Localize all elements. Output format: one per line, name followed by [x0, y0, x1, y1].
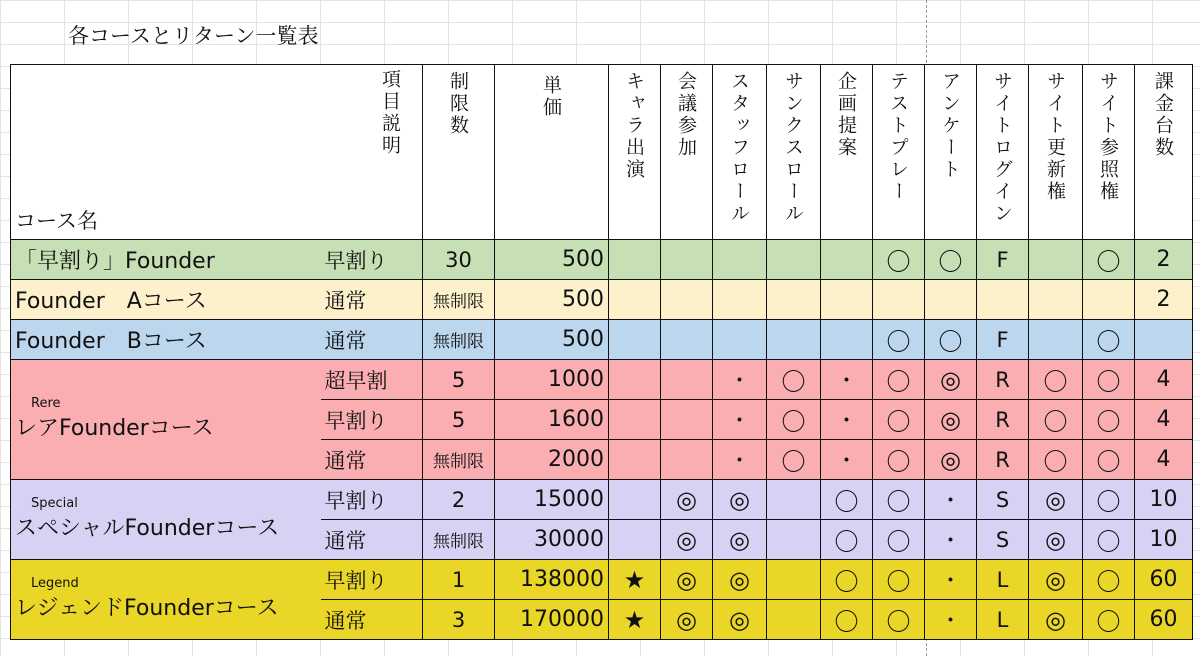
return-mark-cell: ◎ — [925, 360, 977, 400]
return-mark-cell: ・ — [821, 360, 873, 400]
table-row — [11, 480, 1193, 520]
header-return-2: スタッフロール — [713, 65, 767, 240]
header-return-8: サイト更新権 — [1029, 65, 1083, 240]
header-return-5: テストプレー — [873, 65, 925, 240]
return-mark-cell: L — [977, 560, 1029, 600]
return-mark-cell — [821, 240, 873, 280]
price-cell: 15000 — [495, 480, 609, 520]
return-mark-cell — [609, 280, 661, 320]
plan-cell: 通常 — [321, 520, 423, 560]
table-row — [11, 360, 1193, 400]
return-mark-cell: ◎ — [713, 520, 767, 560]
return-mark-cell: ・ — [821, 400, 873, 440]
return-mark-cell: ◎ — [661, 600, 713, 640]
limit-cell: 無制限 — [423, 320, 495, 360]
return-mark-cell — [1083, 280, 1135, 320]
return-mark-cell: ◎ — [1029, 480, 1083, 520]
return-mark-cell — [609, 520, 661, 560]
header-units: 課金台数 — [1135, 65, 1193, 240]
course-subtitle: Legend — [31, 576, 79, 591]
course-name-cell — [11, 280, 321, 320]
return-mark-cell: ◎ — [713, 600, 767, 640]
return-table — [10, 64, 1193, 640]
header-return-4: 企画提案 — [821, 65, 873, 240]
return-mark-cell: ◎ — [713, 480, 767, 520]
header-return-0: キャラ出演 — [609, 65, 661, 240]
limit-cell: 30 — [423, 240, 495, 280]
plan-cell: 早割り — [321, 480, 423, 520]
plan-cell: 早割り — [321, 560, 423, 600]
return-mark-cell: 〇 — [925, 320, 977, 360]
header-return-1: 会議参加 — [661, 65, 713, 240]
return-mark-cell — [661, 400, 713, 440]
return-mark-cell: 〇 — [767, 360, 821, 400]
table-row — [11, 560, 1193, 600]
return-mark-cell — [821, 320, 873, 360]
return-mark-cell: 〇 — [767, 400, 821, 440]
limit-cell: 無制限 — [423, 440, 495, 480]
course-name: スペシャルFounderコース — [15, 516, 280, 541]
return-mark-cell: R — [977, 360, 1029, 400]
return-mark-cell — [661, 280, 713, 320]
sheet-title: 各コースとリターン一覧表 — [68, 24, 319, 48]
return-mark-cell — [713, 320, 767, 360]
return-mark-cell: 〇 — [821, 480, 873, 520]
return-mark-cell: 〇 — [925, 240, 977, 280]
return-mark-cell: ・ — [713, 400, 767, 440]
return-mark-cell: 〇 — [873, 480, 925, 520]
return-mark-cell: 〇 — [767, 440, 821, 480]
return-mark-cell: ・ — [713, 360, 767, 400]
course-name: レアFounderコース — [15, 416, 214, 441]
return-mark-cell — [767, 320, 821, 360]
limit-cell: 5 — [423, 360, 495, 400]
return-mark-cell: 〇 — [1083, 240, 1135, 280]
plan-cell: 超早割 — [321, 360, 423, 400]
return-mark-cell — [661, 320, 713, 360]
price-cell: 500 — [495, 320, 609, 360]
limit-cell: 3 — [423, 600, 495, 640]
return-mark-cell — [977, 280, 1029, 320]
return-mark-cell: S — [977, 480, 1029, 520]
return-mark-cell — [767, 280, 821, 320]
header-limit: 制限数 — [423, 65, 495, 240]
return-mark-cell: ・ — [925, 600, 977, 640]
units-cell: 4 — [1135, 440, 1193, 480]
units-cell: 4 — [1135, 400, 1193, 440]
return-mark-cell: 〇 — [1083, 560, 1135, 600]
return-mark-cell — [661, 440, 713, 480]
return-mark-cell: L — [977, 600, 1029, 640]
course-subtitle: Rere — [31, 396, 61, 411]
price-cell: 170000 — [495, 600, 609, 640]
return-mark-cell — [609, 360, 661, 400]
plan-cell: 早割り — [321, 400, 423, 440]
return-mark-cell: ★ — [609, 600, 661, 640]
units-cell: 4 — [1135, 360, 1193, 400]
course-name-cell — [11, 480, 321, 560]
return-mark-cell: ・ — [925, 560, 977, 600]
price-cell: 1000 — [495, 360, 609, 400]
return-mark-cell: 〇 — [1029, 400, 1083, 440]
return-mark-cell: 〇 — [873, 440, 925, 480]
return-mark-cell: ◎ — [661, 560, 713, 600]
plan-cell: 通常 — [321, 280, 423, 320]
course-name: Founder Bコース — [15, 329, 207, 354]
return-mark-cell: ◎ — [661, 520, 713, 560]
header-return-9: サイト参照権 — [1083, 65, 1135, 240]
return-mark-cell: ◎ — [925, 400, 977, 440]
return-mark-cell: ◎ — [1029, 520, 1083, 560]
price-cell: 2000 — [495, 440, 609, 480]
return-mark-cell: 〇 — [1083, 360, 1135, 400]
header-price: 単価 — [495, 65, 609, 240]
return-mark-cell: 〇 — [1083, 400, 1135, 440]
return-mark-cell — [609, 240, 661, 280]
return-mark-cell: ・ — [925, 480, 977, 520]
header-return-3: サンクスロール — [767, 65, 821, 240]
return-mark-cell: ・ — [713, 440, 767, 480]
return-mark-cell — [609, 320, 661, 360]
course-subtitle: Special — [31, 496, 78, 511]
return-mark-cell: 〇 — [1083, 520, 1135, 560]
return-mark-cell — [713, 280, 767, 320]
limit-cell: 5 — [423, 400, 495, 440]
units-cell: 60 — [1135, 600, 1193, 640]
return-mark-cell: ★ — [609, 560, 661, 600]
return-mark-cell: ◎ — [713, 560, 767, 600]
table-row — [11, 320, 1193, 360]
return-mark-cell: 〇 — [821, 520, 873, 560]
return-mark-cell: F — [977, 240, 1029, 280]
return-mark-cell — [873, 280, 925, 320]
limit-cell: 無制限 — [423, 280, 495, 320]
return-mark-cell: 〇 — [873, 240, 925, 280]
course-name: Founder Aコース — [15, 289, 207, 314]
return-mark-cell: 〇 — [821, 560, 873, 600]
return-mark-cell — [1029, 280, 1083, 320]
units-cell: 60 — [1135, 560, 1193, 600]
limit-cell: 1 — [423, 560, 495, 600]
return-mark-cell — [821, 280, 873, 320]
course-name: レジェンドFounderコース — [15, 596, 279, 621]
price-cell: 500 — [495, 280, 609, 320]
return-mark-cell: 〇 — [1083, 320, 1135, 360]
return-mark-cell: 〇 — [1083, 600, 1135, 640]
limit-cell: 無制限 — [423, 520, 495, 560]
plan-cell: 通常 — [321, 600, 423, 640]
return-mark-cell: ◎ — [925, 440, 977, 480]
header-return-6: アンケート — [925, 65, 977, 240]
return-mark-cell: 〇 — [873, 560, 925, 600]
limit-cell: 2 — [423, 480, 495, 520]
return-mark-cell — [661, 360, 713, 400]
return-mark-cell — [767, 600, 821, 640]
return-mark-cell: F — [977, 320, 1029, 360]
return-mark-cell: ◎ — [661, 480, 713, 520]
plan-cell: 通常 — [321, 320, 423, 360]
return-mark-cell: 〇 — [873, 360, 925, 400]
course-name-cell — [11, 360, 321, 480]
units-cell: 10 — [1135, 480, 1193, 520]
return-mark-cell: 〇 — [1083, 440, 1135, 480]
units-cell: 2 — [1135, 280, 1193, 320]
units-cell — [1135, 320, 1193, 360]
course-name-cell — [11, 320, 321, 360]
return-mark-cell: 〇 — [873, 600, 925, 640]
table-row — [11, 280, 1193, 320]
return-mark-cell — [767, 240, 821, 280]
plan-cell: 早割り — [321, 240, 423, 280]
units-cell: 10 — [1135, 520, 1193, 560]
return-mark-cell: 〇 — [1083, 480, 1135, 520]
return-mark-cell: 〇 — [1029, 440, 1083, 480]
return-mark-cell: ◎ — [1029, 600, 1083, 640]
return-mark-cell — [767, 520, 821, 560]
price-cell: 30000 — [495, 520, 609, 560]
return-mark-cell: R — [977, 440, 1029, 480]
table-row — [11, 240, 1193, 280]
price-cell: 500 — [495, 240, 609, 280]
return-mark-cell: 〇 — [873, 400, 925, 440]
return-mark-cell — [609, 400, 661, 440]
return-mark-cell — [925, 280, 977, 320]
course-name-cell — [11, 560, 321, 640]
course-name-cell — [11, 240, 321, 280]
return-mark-cell: ・ — [925, 520, 977, 560]
return-mark-cell — [1029, 240, 1083, 280]
return-mark-cell — [661, 240, 713, 280]
return-mark-cell — [767, 480, 821, 520]
return-mark-cell — [767, 560, 821, 600]
return-mark-cell: ◎ — [1029, 560, 1083, 600]
return-mark-cell: 〇 — [821, 600, 873, 640]
return-mark-cell — [1029, 320, 1083, 360]
header-item-desc: 項目説明 — [321, 65, 423, 240]
price-cell: 1600 — [495, 400, 609, 440]
units-cell: 2 — [1135, 240, 1193, 280]
course-name: 「早割り」Founder — [15, 249, 215, 274]
return-mark-cell: ・ — [821, 440, 873, 480]
return-mark-cell: 〇 — [1029, 360, 1083, 400]
return-mark-cell: S — [977, 520, 1029, 560]
return-mark-cell: 〇 — [873, 520, 925, 560]
return-mark-cell — [609, 440, 661, 480]
price-cell: 138000 — [495, 560, 609, 600]
header-return-7: サイトログイン — [977, 65, 1029, 240]
header-row — [11, 65, 1193, 240]
plan-cell: 通常 — [321, 440, 423, 480]
header-course-name: コース名 — [11, 65, 321, 240]
return-mark-cell — [609, 480, 661, 520]
return-mark-cell — [713, 240, 767, 280]
return-mark-cell: 〇 — [873, 320, 925, 360]
return-mark-cell: R — [977, 400, 1029, 440]
